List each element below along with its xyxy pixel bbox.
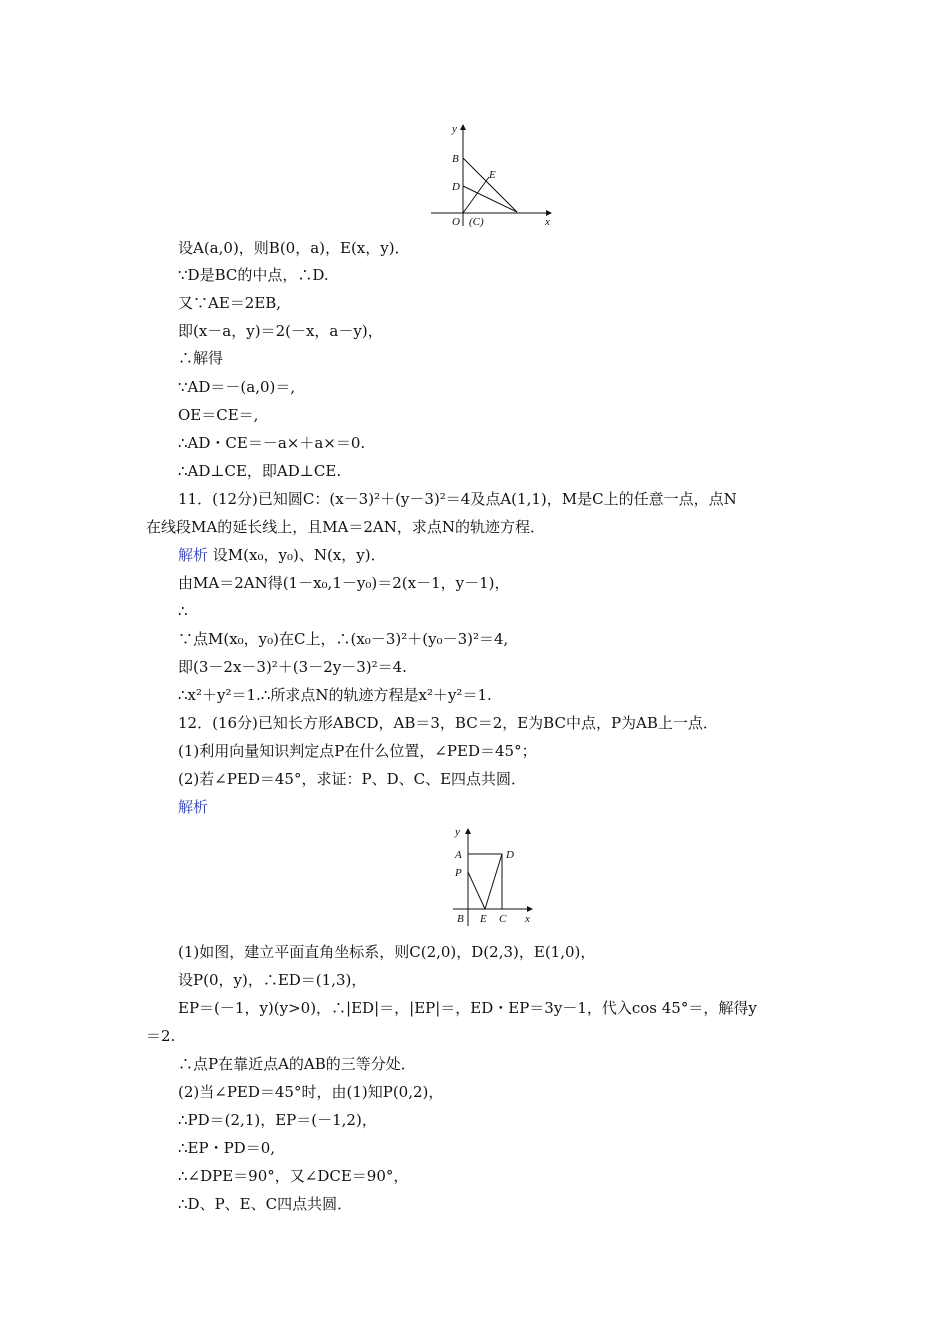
fig2-label-x: x [525, 913, 530, 925]
fig2-label-d: D [506, 849, 514, 861]
problem-12-part-2: (2)若∠PED＝45°，求证：P、D、C、E四点共圆． [178, 770, 527, 788]
fig2-label-e: E [480, 913, 487, 925]
problem-12-part-1: (1)利用向量知识判定点P在什么位置，∠PED＝45°； [178, 742, 537, 760]
text-line: ∴EP・PD＝0, [178, 1139, 276, 1157]
text-line: 即(x－a，y)＝2(－x，a－y)， [178, 322, 383, 340]
text-line: ∵点M(x₀，y₀)在C上，∴(x₀－3)²＋(y₀－3)²＝4, [178, 630, 509, 648]
problem-11-line-1: 11．(12分)已知圆C：(x－3)²＋(y－3)²＝4及点A(1,1)，M是C上的任意一点，点N [178, 490, 737, 508]
analysis-label: 解析 [178, 546, 209, 564]
text-line: EP＝(－1，y)(y>0)，∴|ED|＝，|EP|＝，ED・EP＝3y－1，代入cos 45°＝，解得y [178, 999, 757, 1017]
coordinate-figure-1 [425, 118, 560, 230]
fig1-label-d: D [452, 181, 460, 193]
text-line: (1)如图，建立平面直角坐标系，则C(2,0)，D(2,3)，E(1,0)， [178, 943, 596, 961]
fig2-label-c: C [499, 913, 507, 925]
text-line: ∴AD⊥CE，即AD⊥CE. [178, 462, 342, 480]
text-line: 由MA＝2AN得(1－x₀,1－y₀)＝2(x－1，y－1)， [178, 574, 510, 592]
text-line: ∴PD＝(2,1)，EP＝(－1,2)， [178, 1111, 377, 1129]
text-line: ∴x²＋y²＝1.∴所求点N的轨迹方程是x²＋y²＝1. [178, 686, 492, 704]
text-line: 即(3－2x－3)²＋(3－2y－3)²＝4. [178, 658, 407, 676]
fig2-label-a: A [455, 849, 462, 861]
text-line: ∴点P在靠近点A的AB的三等分处． [178, 1055, 416, 1073]
problem-11-line-2: 在线段MA的延长线上，且MA＝2AN，求点N的轨迹方程． [146, 518, 546, 536]
text-line: 又∵AE＝2EB, [178, 294, 282, 312]
analysis-label: 解析 [178, 798, 209, 816]
text-line: ∵D是BC的中点，∴D. [178, 266, 329, 284]
text-line: OE＝CE＝, [178, 406, 259, 424]
fig2-label-y: y [455, 826, 460, 838]
problem-12-line-1: 12．(16分)已知长方形ABCD，AB＝3，BC＝2，E为BC中点，P为AB上一点． [178, 714, 718, 732]
fig1-label-c: (C) [469, 216, 484, 228]
text-line: 设A(a,0)，则B(0，a)，E(x，y)． [178, 239, 410, 257]
text-line: ∵AD＝－(a,0)＝, [178, 378, 296, 396]
fig1-label-o: O [452, 216, 460, 228]
fig1-label-y: y [452, 123, 457, 135]
fig1-label-x: x [545, 216, 550, 228]
fig2-label-p: P [455, 867, 462, 879]
coordinate-figure-2 [445, 822, 540, 934]
text-line: ∴ [178, 602, 188, 620]
fig1-label-e: E [489, 169, 496, 181]
text-line: ∴AD・CE＝－a×＋a×＝0. [178, 434, 366, 452]
text-line: ∴∠DPE＝90°，又∠DCE＝90°， [178, 1167, 409, 1185]
text-line: (2)当∠PED＝45°时，由(1)知P(0,2)， [178, 1083, 444, 1101]
fig2-label-b: B [457, 913, 464, 925]
text-line: 设M(x₀，y₀)、N(x，y)． [212, 546, 386, 564]
fig1-label-b: B [452, 153, 459, 165]
text-line: ∴解得 [178, 349, 224, 367]
text-line: ∴D、P、E、C四点共圆． [178, 1195, 353, 1213]
analysis-line [178, 545, 386, 565]
text-line: ＝2. [146, 1027, 176, 1045]
text-line: 设P(0，y)，∴ED＝(1,3)， [178, 971, 367, 989]
